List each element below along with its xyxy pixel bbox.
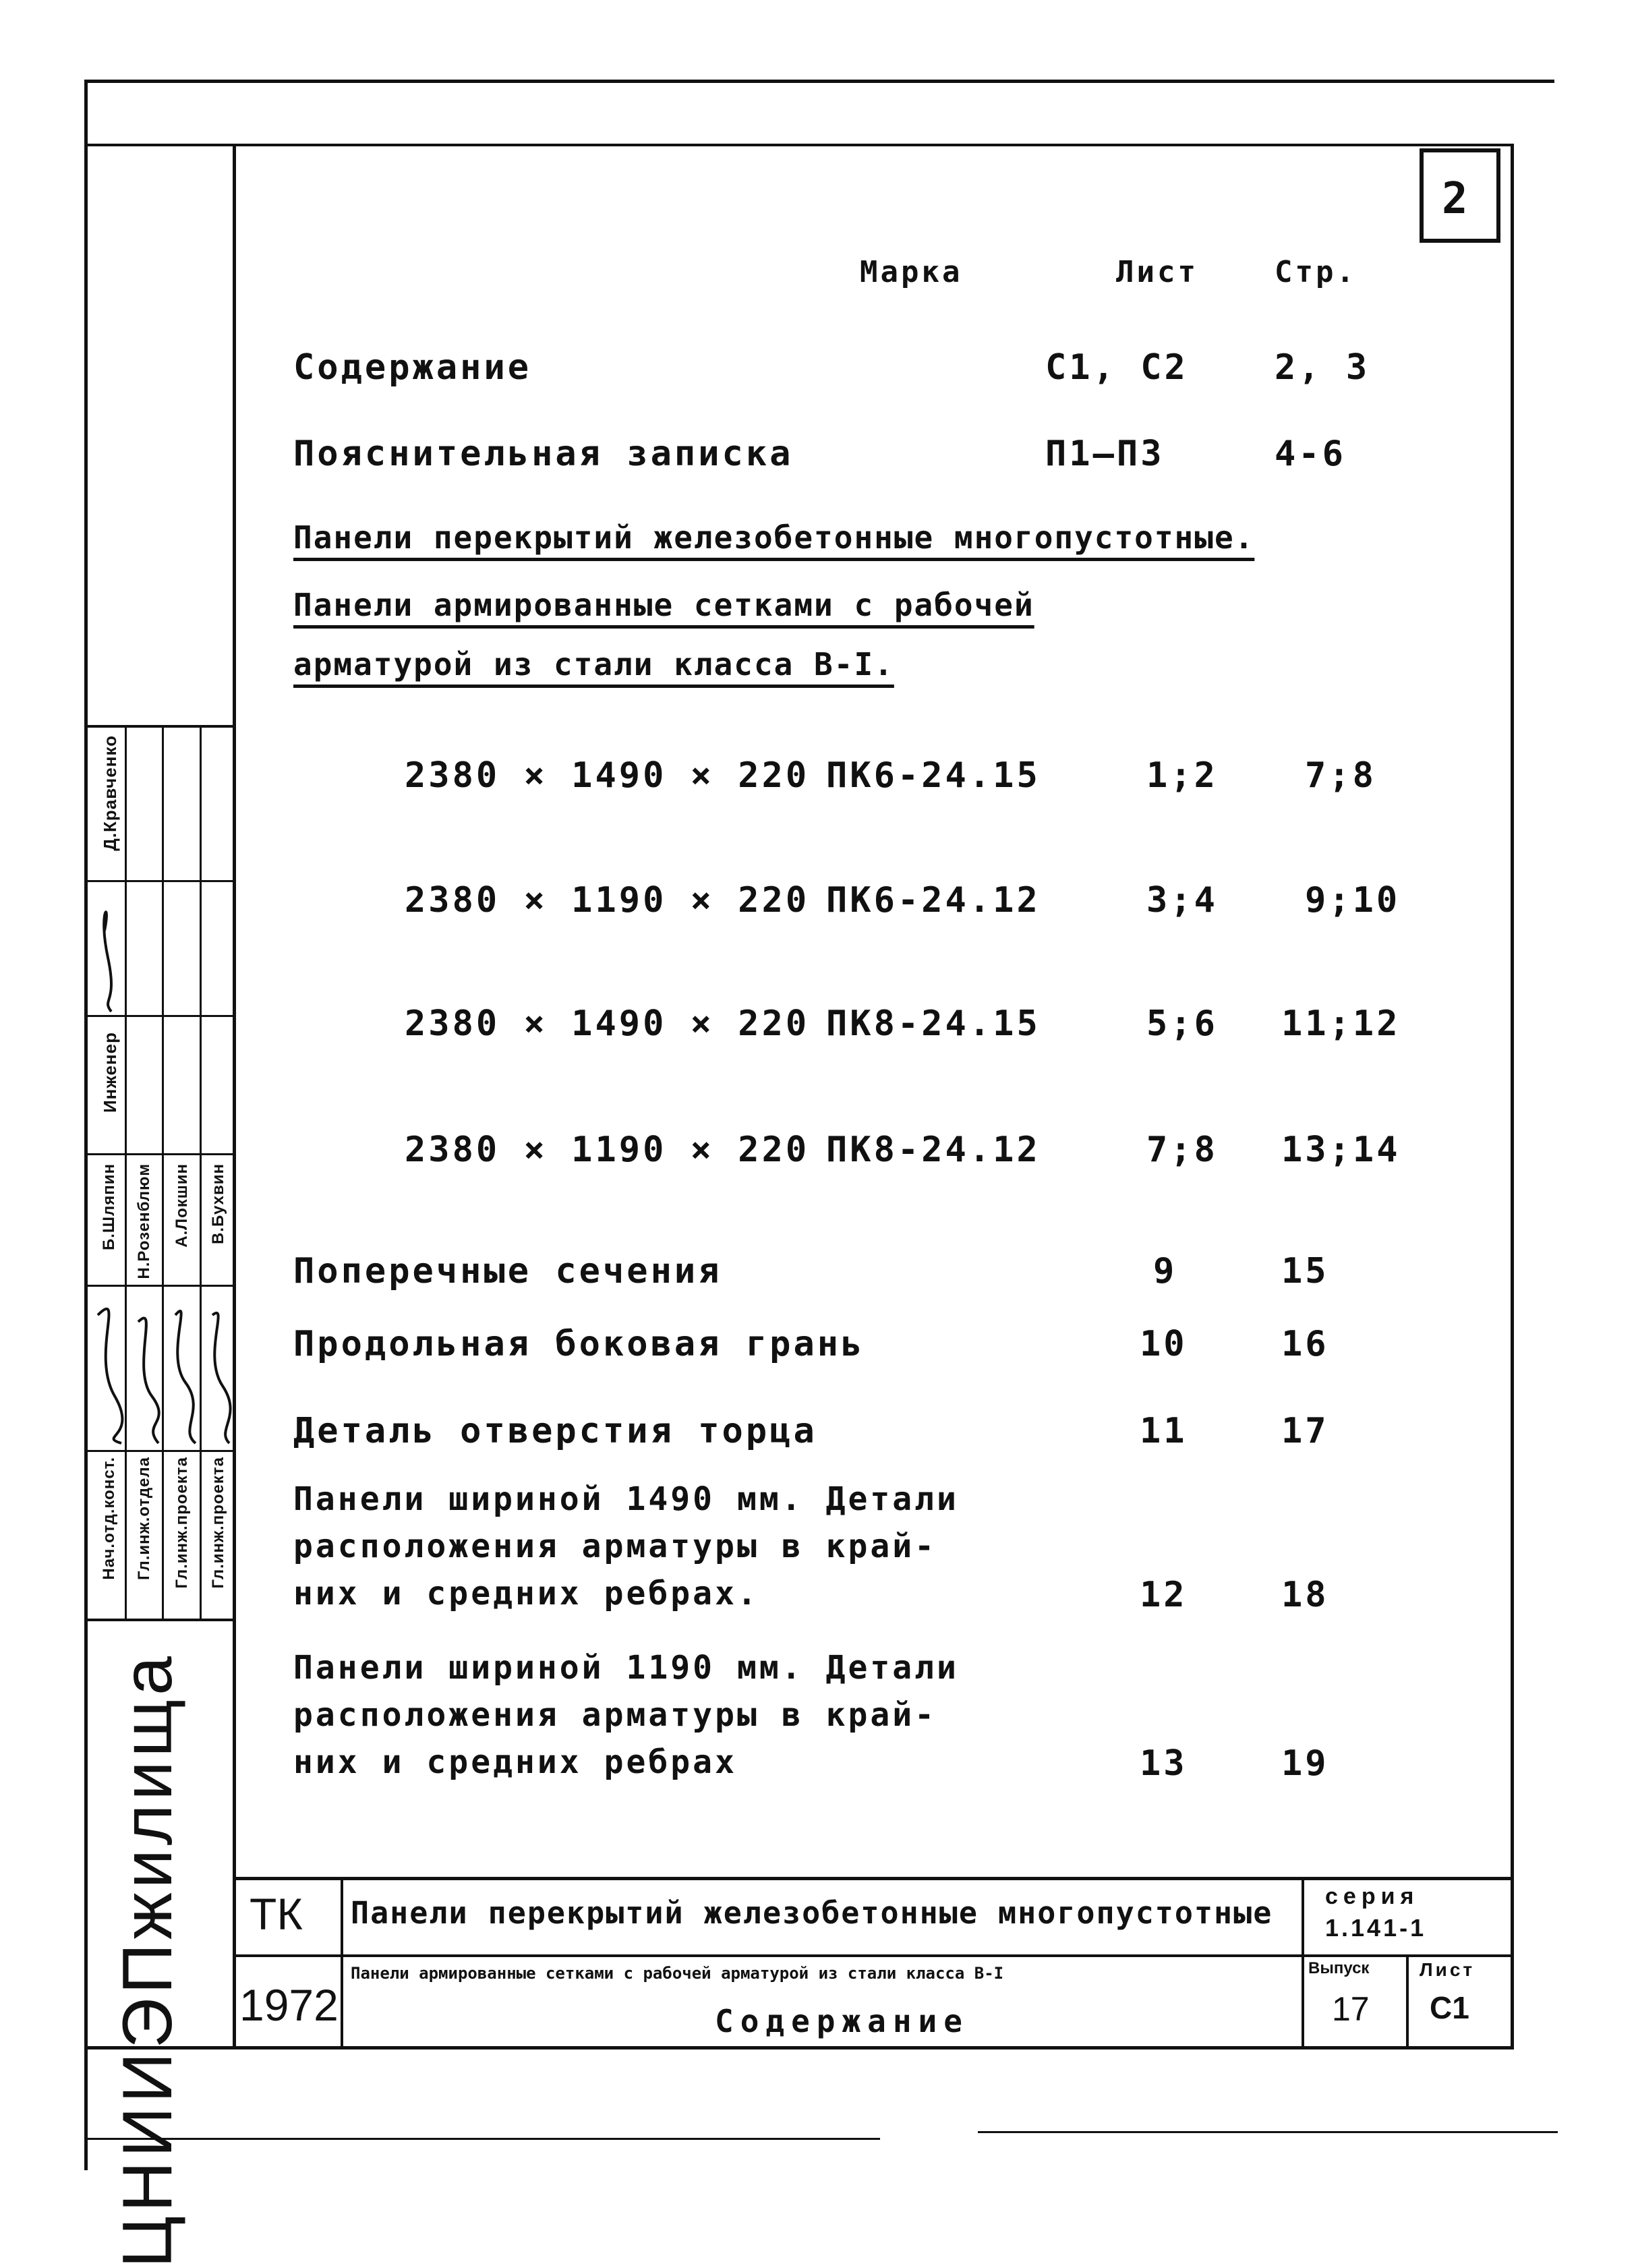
section-title-line2: Панели армированные сетками с рабочей <box>293 587 1034 623</box>
row-list-contents: С1, С2 <box>1045 347 1188 388</box>
tb-title-2: Панели армированные сетками с рабочей арматурой из стали класса В-I <box>351 1964 1004 1983</box>
panel-dims: 2380 × 1190 × 220 <box>405 880 810 921</box>
panel-dims: 2380 × 1490 × 220 <box>405 755 810 796</box>
panel-marka: ПК8-24.15 <box>826 1004 1041 1044</box>
stamp-extra-name: Д.Кравченко <box>100 735 120 851</box>
row-list-sections: 9 <box>1153 1251 1177 1291</box>
frame-inner-top-line <box>84 144 1514 146</box>
panel-list: 7;8 <box>1146 1130 1218 1170</box>
detail-str: 19 <box>1281 1743 1329 1784</box>
row-str-hole-detail: 17 <box>1281 1411 1329 1451</box>
detail-line: Панели шириной 1190 мм. Детали <box>293 1649 959 1687</box>
header-list: Лист <box>1116 255 1198 289</box>
detail-line: расположения арматуры в край- <box>293 1696 937 1734</box>
detail-list: 13 <box>1140 1743 1188 1784</box>
panel-dims: 2380 × 1490 × 220 <box>405 1004 810 1044</box>
stamp-name: Н.Розенблюм <box>135 1163 153 1279</box>
stamp-name: А.Локшин <box>173 1163 191 1248</box>
stamp-extra-role: Инженер <box>100 1032 120 1113</box>
frame-top-line <box>84 80 1554 83</box>
tb-left-divider <box>341 1877 343 2049</box>
tb-vypusk-label: Выпуск <box>1308 1959 1370 1977</box>
tb-tk: ТК <box>250 1889 303 1939</box>
stamp-bottom-sig-line <box>84 1619 236 1621</box>
panel-marka: ПК6-24.15 <box>826 755 1041 796</box>
panel-str: 7;8 <box>1305 755 1376 796</box>
signature-scribbles <box>84 883 236 1619</box>
tb-middle-line <box>233 1954 1514 1957</box>
row-title-note: Пояснительная записка <box>293 434 794 474</box>
stamp-row-line-1 <box>84 880 236 882</box>
panel-marka: ПК6-24.12 <box>826 880 1041 921</box>
tb-right-divider <box>1302 1877 1304 2049</box>
row-title-hole-detail: Деталь отверстия торца <box>293 1411 817 1451</box>
section-title-line1: Панели перекрытий железобетонные многопустотные. <box>293 519 1255 556</box>
tb-top-line <box>233 1877 1514 1880</box>
panel-str: 13;14 <box>1281 1130 1401 1170</box>
row-str-sections: 15 <box>1281 1251 1329 1291</box>
row-title-side-face: Продольная боковая грань <box>293 1324 865 1364</box>
tb-year: 1972 <box>239 1980 339 2030</box>
panel-marka: ПК8-24.12 <box>826 1130 1041 1170</box>
main-right-border <box>1511 144 1514 2049</box>
row-str-contents: 2, 3 <box>1275 347 1370 388</box>
stamp-role: Гл.инж.отдела <box>135 1457 153 1580</box>
row-str-side-face: 16 <box>1281 1324 1329 1364</box>
panel-str: 11;12 <box>1281 1004 1401 1044</box>
panel-list: 1;2 <box>1146 755 1218 796</box>
detail-str: 18 <box>1281 1575 1329 1615</box>
header-str: Стр. <box>1275 255 1357 289</box>
frame-bottom-line <box>84 2046 1514 2049</box>
panel-list: 3;4 <box>1146 880 1218 921</box>
panel-dims: 2380 × 1190 × 220 <box>405 1130 810 1170</box>
detail-list: 12 <box>1140 1575 1188 1615</box>
row-list-side-face: 10 <box>1140 1324 1188 1364</box>
stamp-role: Гл.инж.проекта <box>209 1457 227 1589</box>
panel-list: 5;6 <box>1146 1004 1218 1044</box>
frame-bottom-outer-line-2 <box>978 2131 1558 2133</box>
detail-line: них и средних ребрах. <box>293 1575 759 1612</box>
frame-bottom-outer-line <box>84 2138 880 2140</box>
stamp-name: В.Бухвин <box>209 1163 227 1244</box>
row-list-hole-detail: 11 <box>1140 1411 1188 1451</box>
detail-line: расположения арматуры в край- <box>293 1528 937 1565</box>
tb-seria-value: 1.141-1 <box>1325 1914 1427 1942</box>
detail-line: Панели шириной 1490 мм. Детали <box>293 1480 959 1518</box>
panel-str: 9;10 <box>1305 880 1401 921</box>
page-number: 2 <box>1442 174 1471 224</box>
row-title-sections: Поперечные сечения <box>293 1251 722 1291</box>
stamp-role: Гл.инж.проекта <box>173 1457 191 1589</box>
tb-title-3: Содержание <box>715 2003 969 2039</box>
detail-line: них и средних ребрах <box>293 1743 737 1781</box>
org-label: ЦНИИЭПжилища <box>109 1652 187 2268</box>
section-title-line3: арматурой из стали класса В-I. <box>293 646 894 682</box>
tb-list-label: Лист <box>1420 1959 1476 1980</box>
tb-vypusk-value: 17 <box>1332 1990 1370 2028</box>
tb-right-divider-2 <box>1406 1954 1409 2049</box>
row-str-note: 4-6 <box>1275 434 1346 474</box>
stamp-role: Нач.отд.конст. <box>100 1457 118 1580</box>
header-marka: Марка <box>860 255 963 289</box>
row-list-note: П1–П3 <box>1045 434 1165 474</box>
tb-title-1: Панели перекрытий железобетонные многопустотные <box>351 1895 1273 1931</box>
tb-list-value: С1 <box>1430 1990 1469 2025</box>
stamp-top-line <box>84 725 236 728</box>
row-title-contents: Содержание <box>293 347 532 388</box>
tb-seria-label: серия <box>1325 1884 1420 1909</box>
stamp-name: Б.Шляпин <box>100 1163 118 1251</box>
